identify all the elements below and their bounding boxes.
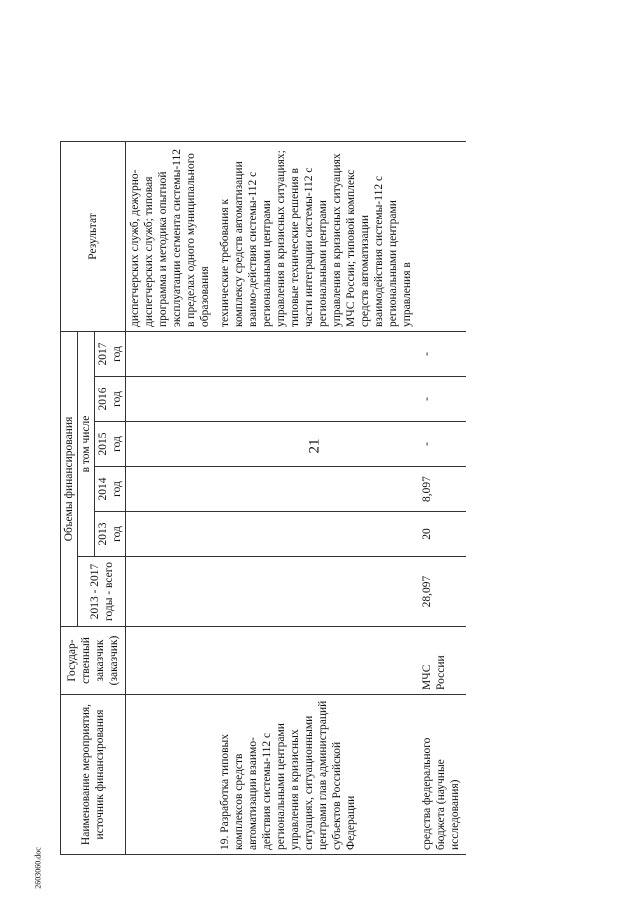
cell-name [126, 695, 217, 855]
cell-total: 28,097 [418, 557, 466, 627]
header-total: 2013 - 2017 годы - всего [78, 557, 126, 627]
cell-2013 [126, 512, 217, 557]
cell-result [418, 142, 466, 332]
cell-2014: 8,097 [418, 467, 466, 512]
footer-filename: 2603060.doc [33, 847, 43, 889]
cell-customer: МЧС России [418, 627, 466, 695]
cell-name: средства федерального бюджета (научные исследования) [418, 695, 466, 855]
header-funding: Объемы финансирования [61, 332, 78, 627]
cell-total [216, 557, 418, 627]
cell-2016 [126, 377, 217, 422]
cell-2016: - [418, 377, 466, 422]
cell-customer [126, 627, 217, 695]
cell-2017: - [418, 332, 466, 377]
table-row [418, 142, 466, 855]
cell-2015 [216, 422, 418, 467]
header-including: в том числе [78, 332, 95, 557]
cell-total [126, 557, 217, 627]
header-customer: Государ-ственный заказчик (заказчик) [61, 627, 126, 695]
cell-result: диспетчерских служб, дежурно-диспетчерских служб; типовая программа и методика опытной эксплуатации сегмента системы-112 в пределах одного муниципального образования [126, 142, 217, 332]
cell-result: технические требования к комплексу средств автоматизации взаимо-действия системы-112 с региональными центрами управления в кризисных ситуациях; типовые технические решения в части интеграции системы-112 с региональными центрами управления в кризисных ситуациях МЧС России; типовой комплекс средств автоматизации взаимодействия системы-112 с региональными центрами управления в [216, 142, 418, 332]
cell-name: 19. Разработка типовых комплексов средств автоматизации взаимо-действия системы-112 с региональными центрами управления в кризисных ситуациях, ситуационными центрами глав администраций субъектов Российской Федерации [216, 695, 418, 855]
rotated-page-content [60, 55, 580, 855]
cell-2015 [126, 422, 217, 467]
cell-2014 [126, 467, 217, 512]
cell-2016 [216, 377, 418, 422]
table-row [126, 142, 217, 855]
cell-customer [216, 627, 418, 695]
cell-2017 [126, 332, 217, 377]
header-2016: 2016 год [95, 377, 126, 422]
cell-2014 [216, 467, 418, 512]
header-2015: 2015 год [95, 422, 126, 467]
page-number: 21 [306, 438, 323, 454]
header-result: Результат [61, 142, 126, 332]
table-row [216, 142, 418, 855]
header-2014: 2014 год [95, 467, 126, 512]
cell-2013: 20 [418, 512, 466, 557]
cell-2017 [216, 332, 418, 377]
header-2017: 2017 год [95, 332, 126, 377]
header-2013: 2013 год [95, 512, 126, 557]
cell-2015: - [418, 422, 466, 467]
cell-2013 [216, 512, 418, 557]
funding-table [60, 141, 466, 855]
header-name: Наименование мероприятия, источник финансирования [61, 695, 126, 855]
